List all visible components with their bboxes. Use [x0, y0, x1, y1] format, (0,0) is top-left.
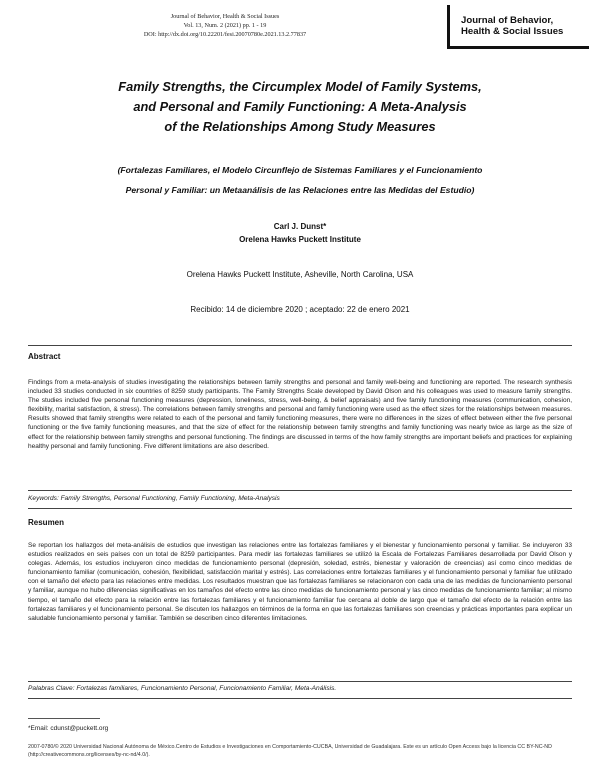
journal-name-line: Journal of Behavior, Health & Social Issues — [170, 13, 280, 20]
divider — [28, 508, 572, 509]
journal-logo-box — [447, 5, 589, 49]
resumen-keywords: Palabras Clave: Fortalezas familiares, Funcionamiento Personal, Funcionamiento Familiar, Meta-Análisis. — [28, 685, 337, 692]
abstract-text: Findings from a meta-analysis of studies investigating the relationships between family strengths and personal and family well-being and functioning are reported. The research synthesis included 33 studies conducted in six countries of 8259 study participants. The Family Strengths Scale developed by David Olson and his colleagues was used to measure family strengths. The studies included five personal functioning measures (depression, loneliness, stress, well-being, & belief appraisals) and five family functioning measures (communication, cohesion, flexibility, marital satisfaction, & stress). The correlations between family strengths and personal and family functioning were used as the effect sizes for the relationships between measures. Results showed that family strengths were related to each of the personal and family functioning measures, there were no differences in the sizes of effect between either the five personal functioning or the five family functioning measures, and that the size of effect for the relationship between family strengths and family functioning was nearly twice as large as the size of effect for the relationship between family strengths and personal functioning. The findings are discussed in terms of the how family strengths are important beliefs and practices for explaining healthy personal and family functioning. Five different limitations are also described. — [28, 379, 572, 450]
received-dates: Recibido: 14 de diciembre 2020 ; aceptado: 22 de enero 2021 — [190, 305, 410, 314]
resumen-text: Se reportan los hallazgos del meta-análisis de estudios que investigan las relaciones entre las fortalezas familiares y el bienestar y funcionamiento personal y familiar. Se incluyeron 33 estudios realizados en seis países con un total de 8259 participantes. Para medir las fortalezas familiares se utilizó la Escala de Fortalezas Familiares desarrollada por David Olson y colegas. Además, los estudios incluyeron cinco medidas de funcionamiento personal (depresión, soledad, estrés, bienestar y valoración de creencias) así como cinco medidas de funcionamiento familiar (comunicación, cohesión, flexibilidad, satisfacción marital y estrés). Las correlaciones entre fortalezas familiares y el funcionamiento personal y familiar fue utilizado con el tamaño del efecto para las relaciones entre medidas. Los resultados muestran que las fortalezas familiares se relacionaron con cada una de las medidas de funcionamiento personal y familiar, aunque no hubo diferencias significativas en los tamaños del efecto entre las cinco medidas de funcionamiento personal y las cinco medidas de funcionamiento familiar; al mismo tiempo, el tamaño del efecto para la relación entre las fortalezas familiares y el funcionamiento familiar fue cercana al doble de largo que el tamaño del efecto de la relación entre las fortalezas familiares y el funcionamiento personal. Se discuten los hallazgos en términos de la forma en que las fortalezas familiares son creencias y prácticas importantes para explicar un saludable funcionamiento personal y familiar. También se describen cinco diferentes limitaciones. — [28, 542, 572, 622]
resumen-heading: Resumen — [28, 518, 65, 527]
subtitle-line-2: Personal y Familiar: un Metaanálisis de las Relaciones entre las Medidas del Estudio) — [125, 185, 475, 195]
abstract-keywords: Keywords: Family Strengths, Personal Functioning, Family Functioning, Meta-Analysis — [28, 495, 280, 502]
author-name: Carl J. Dunst* — [273, 222, 327, 231]
author-institute: Orelena Hawks Puckett Institute — [239, 235, 361, 244]
license-footer: 2007-0780/© 2020 Universidad Nacional Autónoma de México.Centro de Estudios e Investigaciones en Comportamiento-CUCBA, Universidad de Guadalajara. Este es un artículo Open Access bajo la licencia CC BY-NC-ND (http://creativecommons.org/licenses/by-nc-nd/4.0/). — [28, 744, 552, 758]
divider — [28, 345, 572, 346]
journal-logo-line-2: Health & Social Issues — [461, 26, 564, 37]
affiliation: Orelena Hawks Puckett Institute, Asheville, North Carolina, USA — [186, 270, 414, 279]
divider — [28, 681, 572, 682]
journal-logo-line-1: Journal of Behavior, — [461, 15, 554, 26]
title-line-2: and Personal and Family Functioning: A Meta-Analysis — [133, 99, 467, 114]
footnote-divider — [28, 718, 100, 719]
journal-citation — [110, 12, 340, 39]
journal-volume-line: Vol. 13, Num. 2 (2021) pp. 1 - 19 — [183, 22, 267, 29]
journal-doi-line: DOI: http://dx.doi.org/10.22201/fesi.20070780e.2021.13.2.77837 — [143, 31, 307, 38]
title-line-1: Family Strengths, the Circumplex Model of Family Systems, — [118, 79, 482, 94]
subtitle-line-1: (Fortalezas Familiares, el Modelo Circunflejo de Sistemas Familiares y el Funcionamiento — [117, 165, 483, 175]
paper-subtitle-spanish — [40, 160, 560, 200]
divider — [28, 490, 572, 491]
author-block — [40, 220, 560, 246]
abstract-heading: Abstract — [28, 352, 61, 361]
paper-title — [40, 77, 560, 137]
corresponding-email: *Email: cdunst@puckett.org — [28, 725, 109, 732]
divider — [28, 698, 572, 699]
title-line-3: of the Relationships Among Study Measures — [164, 119, 436, 134]
